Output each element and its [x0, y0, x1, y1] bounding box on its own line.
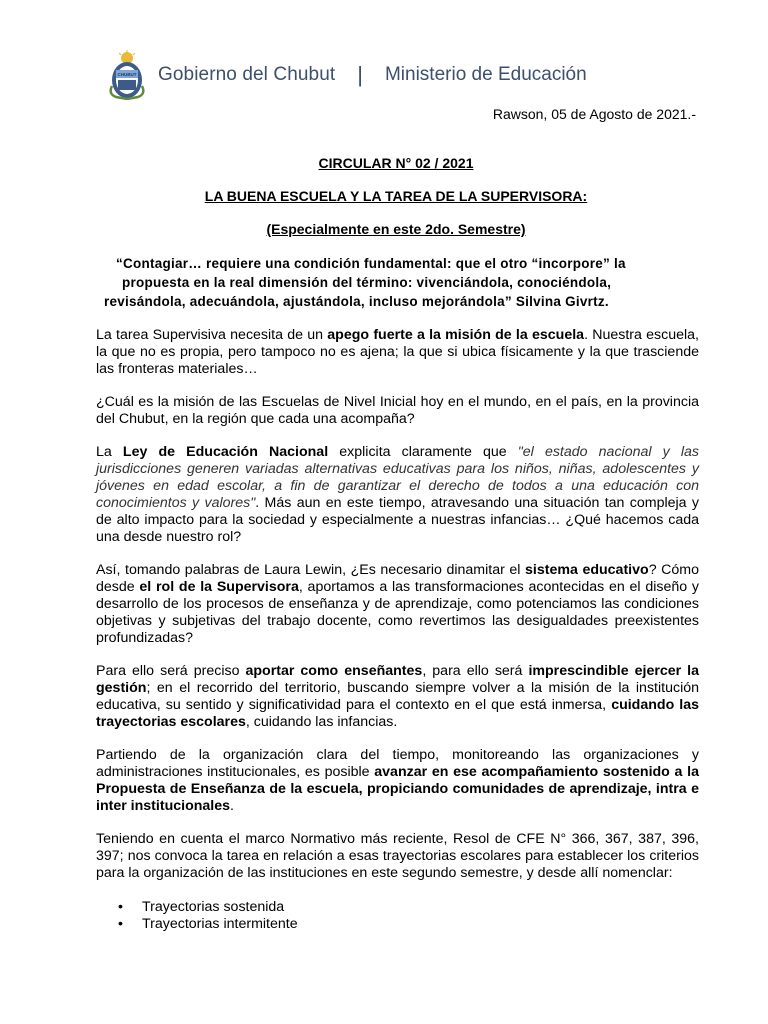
quote-line-2: propuesta en la real dimensión del término: vivenciándola, conociéndola,	[122, 275, 612, 290]
paragraph-3: La Ley de Educación Nacional explicita claramente que "el estado nacional y las jurisdicciones generen variadas alternativas educativas para los niños, niñas, adolescentes y jóvenes en edad escolar, a fin de garantizar el derecho de todos a una educación con conocimientos y valores". Más aun en este tiempo, atravesando una situación tan compleja y de alto impacto para la sociedad y especialmente a nuestras infancias… ¿Qué hacemos cada una desde nuestro rol?	[96, 444, 700, 545]
paragraph-7: Teniendo en cuenta el marco Normativo más reciente, Resol de CFE N° 366, 367, 387, 396, 397; nos convoca la tarea en relación a esas trayectorias escolares para establecer los criterios para la organización de las instituciones en este segundo semestre, y desde allí nomenclar:	[96, 831, 699, 881]
circular-number: CIRCULAR N° 02 / 2021	[318, 155, 474, 171]
paragraph-1: La tarea Supervisiva necesita de un apego fuerte a la misión de la escuela. Nuestra escuela, la que no es propia, pero tampoco no es ajena; la que si ubica físicamente y la que trasciende las fronteras materiales…	[96, 327, 699, 377]
quote-line-3: revisándola, adecuándola, ajustándola, incluso mejorándola” Silvina Givrtz.	[104, 294, 609, 309]
trajectory-list	[96, 899, 298, 933]
paragraph-2: ¿Cuál es la misión de las Escuelas de Nivel Inicial hoy en el mundo, en el país, en la provincia del Chubut, en la región que cada una acompaña?	[96, 394, 699, 427]
paragraph-5: Para ello será preciso aportar como enseñantes, para ello será imprescindible ejercer la gestión; en el recorrido del territorio, buscando siempre volver a la misión de la institución educativa, su sentido y significatividad para el contexto en el que está inmersa, cuidando las trayectorias escolares, cuidando las infancias.	[96, 663, 700, 730]
paragraph-6: Partiendo de la organización clara del tiempo, monitoreando las organizaciones y administraciones institucionales, es posible avanzar en ese acompañamiento sostenido a la Propuesta de Enseñanza de la escuela, propiciando comunidades de aprendizaje, intra e inter institucionales.	[96, 747, 699, 814]
epigraph-quote	[104, 254, 684, 311]
provincial-crest-icon	[106, 50, 148, 100]
government-name: Gobierno del Chubut	[158, 64, 336, 85]
list-item: • Trayectorias sostenida	[96, 899, 298, 916]
header-separator: |	[357, 62, 363, 87]
letterhead	[106, 50, 587, 100]
quote-line-1: “Contagiar… requiere una condición fundamental: que el otro “incorpore” la	[116, 256, 626, 271]
crest-text: CHUBUT	[117, 72, 137, 77]
document-subtitle: (Especialmente en este 2do. Semestre)	[266, 221, 526, 237]
ministry-name: Ministerio de Educación	[384, 64, 587, 85]
date-line: Rawson, 05 de Agosto de 2021.-	[492, 106, 696, 122]
list-item: • Trayectorias intermitente	[96, 916, 298, 933]
paragraph-4: Así, tomando palabras de Laura Lewin, ¿Es necesario dinamitar el sistema educativo? Cómo desde el rol de la Supervisora, aportamos a las transformaciones acontecidas en el diseño y desarrollo de los procesos de enseñanza y de aprendizaje, como potenciamos las condiciones objetivas y subjetivas del trabajo docente, como revertimos las desigualdades preexistentes profundizadas?	[96, 562, 699, 646]
document-title: LA BUENA ESCUELA Y LA TAREA DE LA SUPERVISORA:	[204, 188, 588, 204]
